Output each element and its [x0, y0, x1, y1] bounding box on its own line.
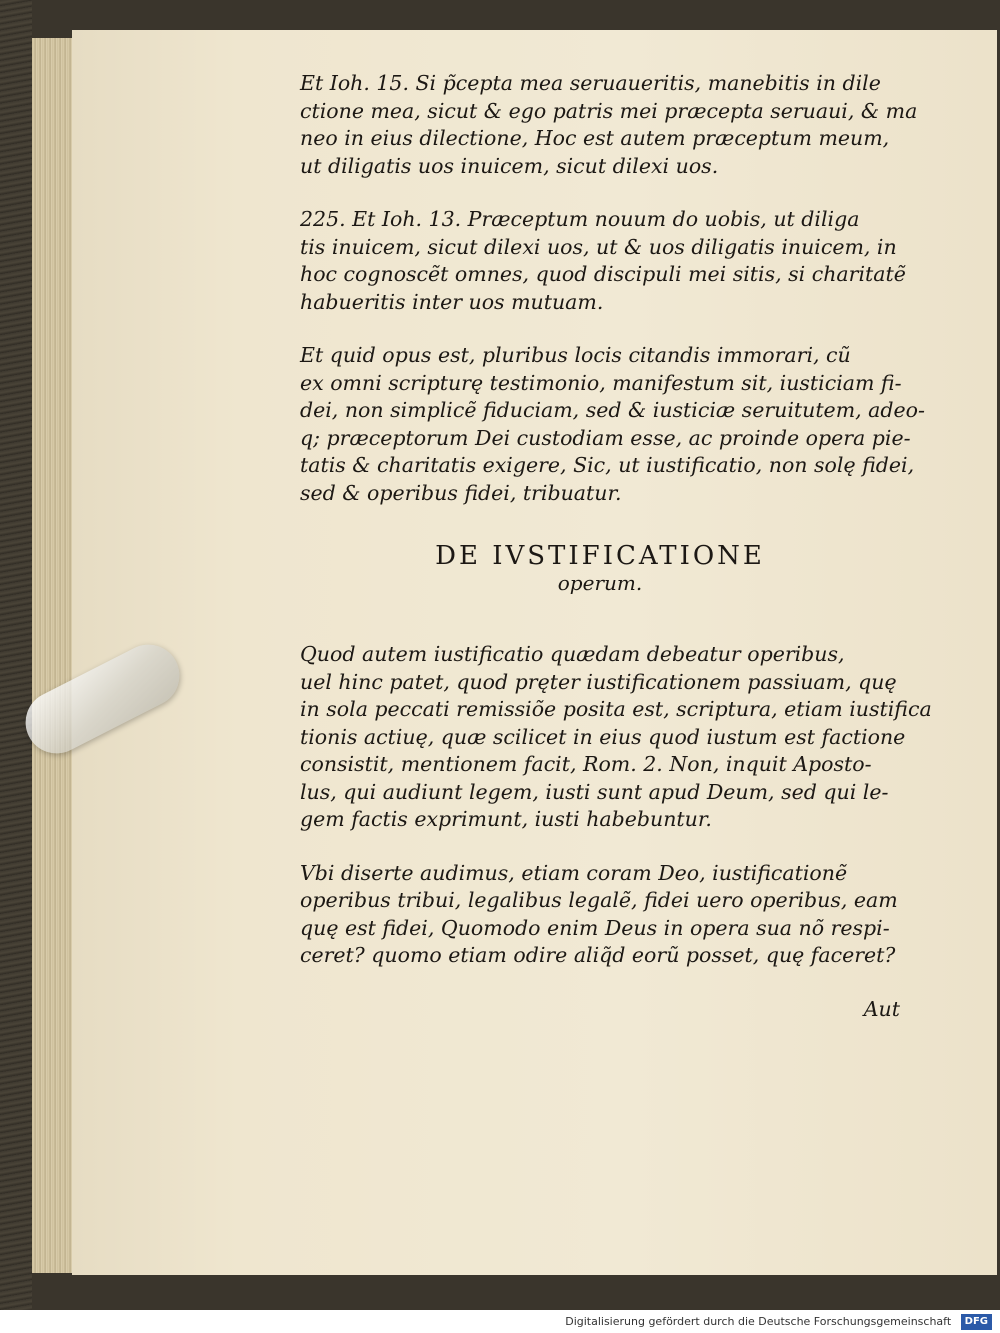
text-line: hoc cognoscẽt omnes, quod discipuli mei sitis, si charitatẽ: [300, 262, 906, 286]
text-line: ut diligatis uos inuicem, sicut dilexi uos.: [300, 153, 719, 178]
text-line: ctione mea, sicut & ego patris mei præcepta seruaui, & ma: [300, 98, 918, 123]
text-line: tionis actiuę, quæ scilicet in eius quod iustum est factione: [300, 724, 906, 749]
text-line: quę est fidei, Quomodo enim Deus in opera sua nõ respi-: [300, 915, 890, 940]
paragraph: [300, 342, 925, 507]
text-line: ex omni scripturę testimonio, manifestum sit, iusticiam fi-: [300, 370, 902, 395]
book-cover-edge: [0, 0, 32, 1310]
paragraph: [300, 206, 906, 316]
text-line: Quod autem iustificatio quædam debeatur operibus,: [300, 642, 845, 666]
page-fore-edge: [32, 38, 74, 1273]
footer-credit: Digitalisierung gefördert durch die Deutsche Forschungsgemeinschaft: [565, 1315, 952, 1328]
paragraph: [300, 860, 900, 970]
text-line: in sola peccati remissiõe posita est, scriptura, etiam iustifica: [300, 697, 932, 721]
text-line: Vbi diserte audimus, etiam coram Deo, iustificationẽ: [300, 860, 848, 885]
text-line: sed & operibus fidei, tribuatur.: [300, 480, 622, 505]
text-line: q; præceptorum Dei custodiam esse, ac proinde opera pie-: [300, 425, 911, 450]
text-line: neo in eius dilectione, Hoc est autem præceptum meum,: [300, 126, 890, 150]
text-line: consistit, mentionem facit, Rom. 2. Non, inquit Aposto-: [300, 752, 872, 776]
footer-bar: [0, 1310, 1000, 1333]
text-line: operibus tribui, legalibus legalẽ, fidei uero operibus, eam: [300, 888, 898, 912]
dfg-logo: DFG: [961, 1314, 992, 1330]
page-text: [300, 70, 932, 1023]
text-line: lus, qui audiunt legem, iusti sunt apud Deum, sed qui le-: [300, 779, 889, 804]
text-line: Et Ioh. 15. Si p̃cepta mea seruaueritis, manebitis in dile: [300, 71, 881, 95]
catchword: Aut: [863, 996, 900, 1021]
text-line: tatis & charitatis exigere, Sic, ut iustificatio, non solę fidei,: [300, 453, 915, 477]
text-line: gem factis exprimunt, iusti habebuntur.: [300, 807, 712, 831]
text-line: habueritis inter uos mutuam.: [300, 289, 604, 314]
paragraph: [300, 641, 932, 834]
text-line: ceret? quomo etiam odire aliq̃d eorũ posset, quę faceret?: [300, 943, 896, 967]
text-line: dei, non simplicẽ fiduciam, sed & iusticiæ seruitutem, adeo-: [300, 398, 925, 422]
text-line: uel hinc patet, quod pręter iustificationem passiuam, quę: [300, 669, 897, 694]
paragraph: [300, 70, 918, 180]
text-line: Et quid opus est, pluribus locis citandis immorari, cũ: [300, 343, 851, 367]
section-heading: DE IVSTIFICATIONE: [435, 541, 765, 571]
text-line: 225. Et Ioh. 13. Præceptum nouum do uobis, ut diliga: [300, 207, 860, 231]
section-subheading: operum.: [557, 571, 643, 595]
text-line: tis inuicem, sicut dilexi uos, ut & uos diligatis inuicem, in: [300, 234, 897, 259]
